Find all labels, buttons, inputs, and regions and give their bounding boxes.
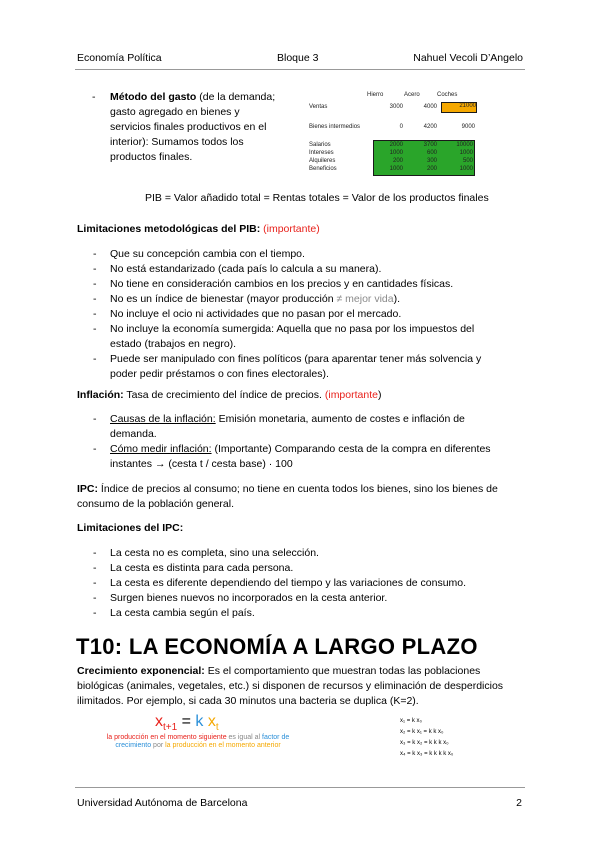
list-item: - La cesta no es completa, sino una selección.	[93, 547, 319, 559]
list-item: - No incluye el ocio ni actividades que no pasan por el mercado.	[93, 308, 402, 320]
list-item: - Cómo medir inflación: (Importante) Comparando cesta de la compra en diferentes instantes → (cesta t / cesta base) · 100	[93, 443, 491, 470]
formula-caption: la producción en el momento siguiente es igual al factor de crecimiento por la producción en el momento anterior	[106, 734, 290, 749]
footer-divider	[75, 787, 525, 788]
list-item: - La cesta es distinta para cada persona.	[93, 562, 294, 574]
ipc-paragraph: IPC: Índice de precios al consumo; no tiene en cuenta todos los bienes, sino los bienes de consumo de la población general.	[77, 483, 498, 510]
crecimiento-paragraph: Crecimiento exponencial: Es el comportamiento que muestran todas las poblaciones biológicas (animales, vegetales, etc.) si disponen de recursos y eliminación de desperdicios ilimitados. Por ejemplo, si cada 30 minutos una bacteria se duplica (K=2).	[77, 665, 504, 707]
lim-ipc-heading: Limitaciones del IPC:	[77, 522, 184, 534]
growth-series: x₁ = k x₀ x₂ = k x₁ = k k x₀ x₃ = k x₂ = k k k x₀ x₄ = k x₃ = k k k k x₀	[400, 718, 454, 757]
footer-university: Universidad Autónoma de Barcelona	[77, 797, 248, 809]
inflacion-heading: Inflación: Tasa de crecimiento del índice de precios. (importante)	[77, 389, 382, 401]
gasto-table: Hierro Acero Coches Ventas 3000 4000 21000 Bienes intermedios 0 4200 9000 Salarios 2000 3700 10000 Intereses 1000 600 1000 Alquileres 200 300 500 Beneficios 1000 200 1000	[307, 92, 477, 174]
gasto-paragraph: Método del gasto (de la demanda; gasto agregado en bienes y servicios finales productivos en el interior): Sumamos todos los productos finales.	[110, 91, 276, 163]
list-item: - No está estandarizado (cada país lo calcula a su manera).	[93, 263, 382, 275]
lim-ipc-list	[93, 546, 530, 621]
page-number: 2	[516, 797, 522, 809]
header-block: Bloque 3	[277, 52, 319, 64]
section-title: T10: LA ECONOMÍA A LARGO PLAZO	[76, 634, 478, 659]
lim-pib-list	[93, 247, 530, 382]
header-subject: Economía Política	[77, 52, 162, 64]
lim-pib-heading: Limitaciones metodológicas del PIB: (importante)	[77, 223, 320, 235]
pib-equation: PIB = Valor añadido total = Rentas totales = Valor de los productos finales	[145, 192, 489, 204]
list-item: - Surgen bienes nuevos no incorporados en la cesta anterior.	[93, 592, 388, 604]
inflacion-list	[93, 412, 530, 472]
list-item: - Que su concepción cambia con el tiempo.	[93, 248, 305, 260]
list-item: - No incluye la economía sumergida: Aquella que no pasa por los impuestos del estado (trabajos en negro).	[93, 323, 475, 350]
list-item: - No es un índice de bienestar (mayor producción ≠ mejor vida).	[93, 293, 401, 305]
list-item: - La cesta es diferente dependiendo del tiempo y las variaciones de consumo.	[93, 577, 467, 589]
highlight-cell: 21000	[441, 102, 477, 113]
header-divider	[75, 69, 525, 70]
list-item: - No tiene en consideración cambios en los precios y en cantidades físicas.	[93, 278, 454, 290]
gasto-title: Método del gasto	[110, 91, 197, 103]
header-author: Nahuel Vecoli D’Angelo	[413, 52, 523, 64]
list-item: - La cesta cambia según el país.	[93, 607, 255, 619]
list-item: - Causas de la inflación: Emisión monetaria, aumento de costes e inflación de demanda.	[93, 413, 465, 440]
list-item: - Puede ser manipulado con fines políticos (para aparentar tener más solvencia y poder pedir préstamos o con fines electorales).	[93, 353, 482, 380]
growth-formula: $x_{t+1} = k$ $x_t$	[155, 713, 219, 734]
